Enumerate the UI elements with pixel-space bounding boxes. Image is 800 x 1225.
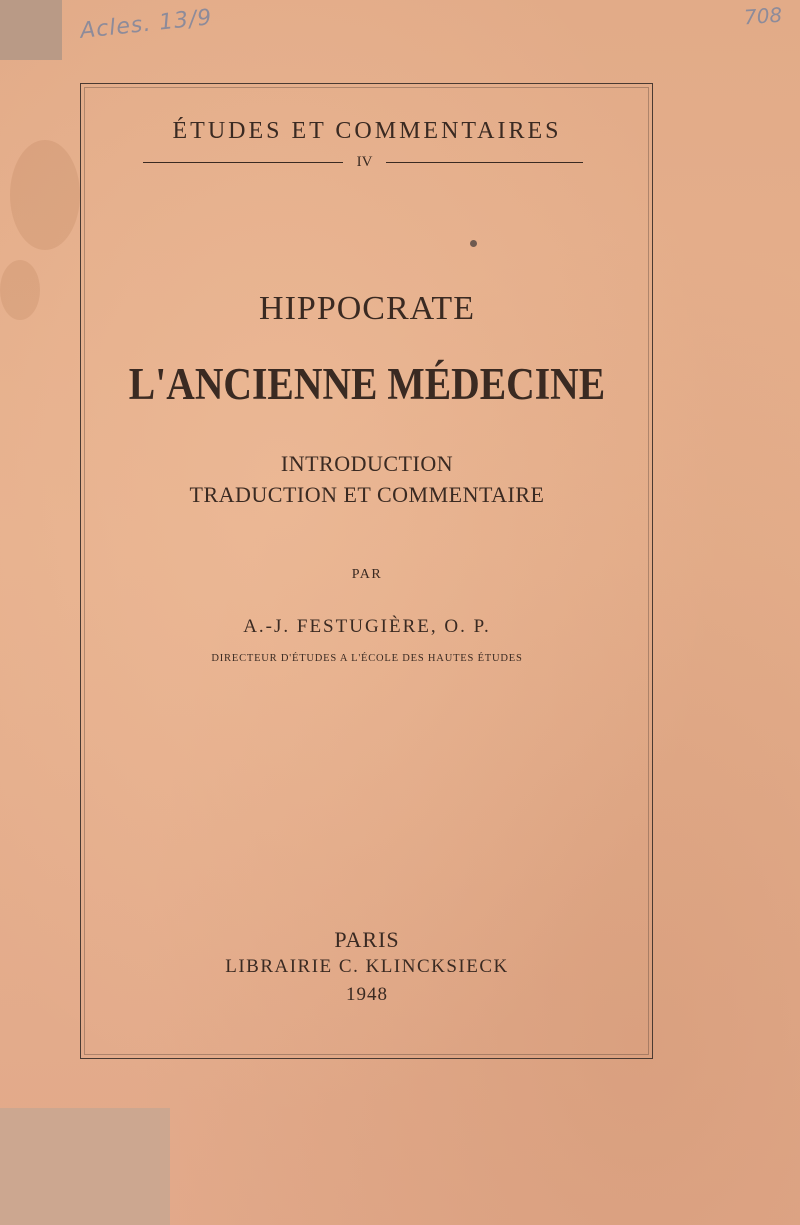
tape-patch <box>0 1108 170 1225</box>
imprint-city: PARIS <box>334 927 400 952</box>
series-title: ÉTUDES ET COMMENTAIRES <box>172 118 562 144</box>
paper-stain <box>10 140 80 250</box>
ink-dot <box>470 240 477 247</box>
imprint-year: 1948 <box>346 984 388 1005</box>
series-number: IV <box>356 154 373 170</box>
byline-par: PAR <box>351 567 383 582</box>
imprint-publisher: LIBRAIRIE C. KLINCKSIECK <box>225 956 509 977</box>
series-rule <box>80 152 654 172</box>
book-author-subject: HIPPOCRATE <box>259 290 475 327</box>
subtitle-line-1: INTRODUCTION <box>280 451 454 476</box>
author-affiliation: DIRECTEUR D'ÉTUDES A L'ÉCOLE DES HAUTES ÉTUDES <box>211 653 523 664</box>
tape-patch <box>0 0 62 60</box>
rule-line-right <box>386 162 583 163</box>
handwritten-note: Acles. 13/9 <box>79 5 214 44</box>
paper-stain <box>0 260 40 320</box>
subtitle-line-2: TRADUCTION ET COMMENTAIRE <box>189 482 545 507</box>
book-title: L'ANCIENNE MÉDECINE <box>128 359 606 409</box>
rule-line-left <box>143 162 343 163</box>
handwritten-number: 708 <box>743 2 783 30</box>
author-name: A.-J. FESTUGIÈRE, O. P. <box>243 616 491 637</box>
